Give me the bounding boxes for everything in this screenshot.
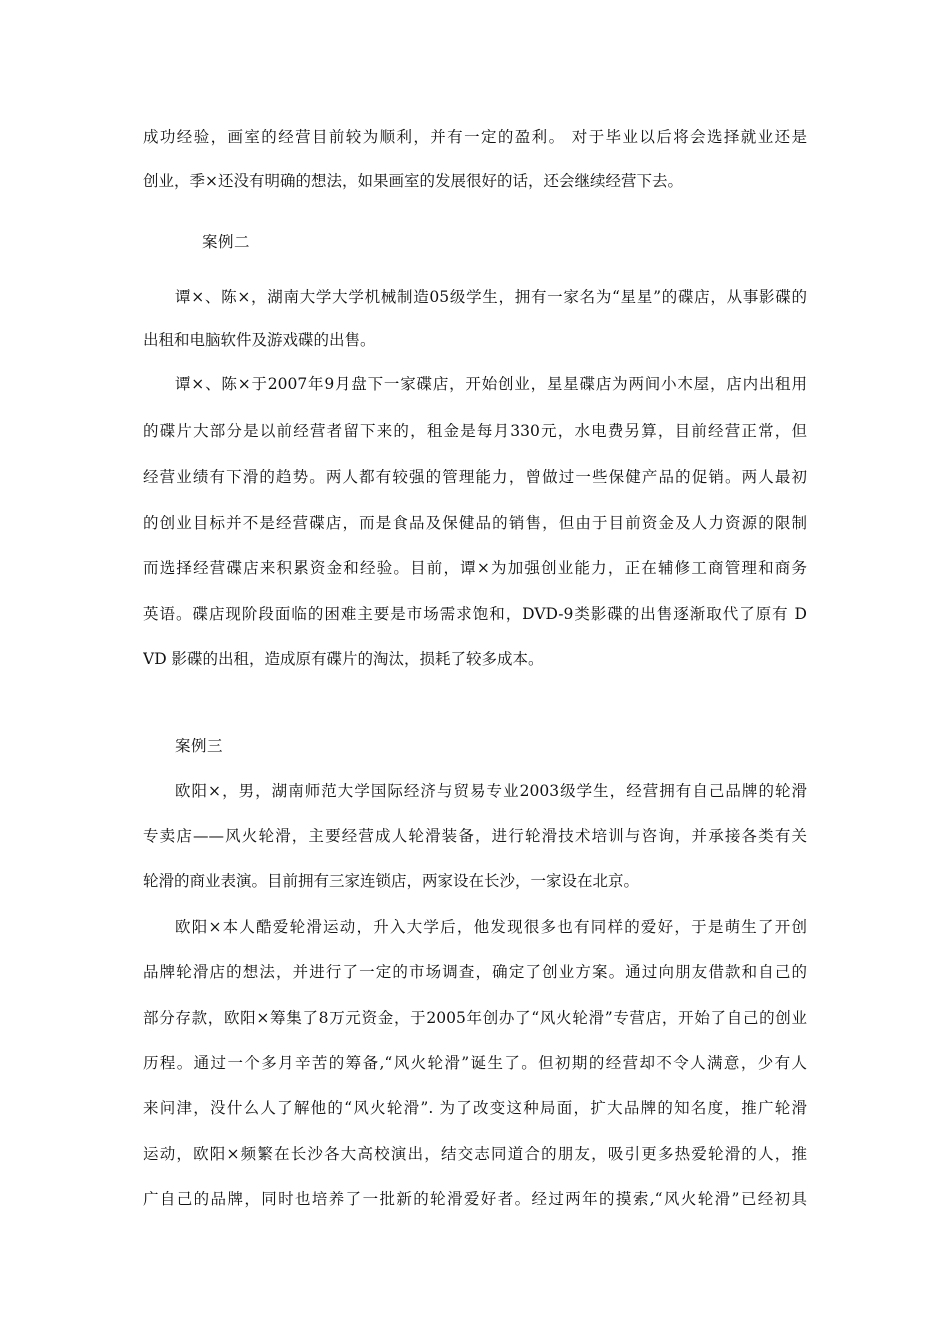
- case3-para2-line: 欧阳×本人酷爱轮滑运动，升入大学后，他发现很多也有同样的爱好，于是萌生了开创: [175, 918, 807, 936]
- case2-para2-line: 的碟片大部分是以前经营者留下来的，租金是每月330元，水电费另算，目前经营正常，但: [143, 422, 807, 440]
- case3-para2-line: 广自己的品牌，同时也培养了一批新的轮滑爱好者。经过两年的摸索,“风火轮滑”已经初具: [143, 1190, 807, 1208]
- case2-para2-line: 经营业绩有下滑的趋势。两人都有较强的管理能力，曾做过一些保健产品的促销。两人最初: [143, 468, 807, 486]
- intro-line-2: 创业，季×还没有明确的想法，如果画室的发展很好的话，还会继续经营下去。: [143, 172, 683, 190]
- case3-para2-line: 历程。通过一个多月辛苦的筹备,“风火轮滑”诞生了。但初期的经营却不令人满意，少有人: [143, 1054, 807, 1072]
- case2-para2-line: 谭×、陈×于2007年9月盘下一家碟店，开始创业，星星碟店为两间小木屋，店内出租用: [175, 375, 807, 393]
- case3-para2-line: 品牌轮滑店的想法，并进行了一定的市场调查，确定了创业方案。通过向朋友借款和自己的: [143, 963, 807, 981]
- case2-para2-line: 英语。碟店现阶段面临的困难主要是市场需求饱和，DVD-9类影碟的出售逐渐取代了原有 D: [143, 605, 807, 623]
- case2-para1-line: 出租和电脑软件及游戏碟的出售。: [143, 331, 376, 349]
- case3-para2-line: 来问津，没什么人了解他的“风火轮滑”. 为了改变这种局面，扩大品牌的知名度，推广轮滑: [143, 1099, 807, 1117]
- case3-para2-line: 运动，欧阳×频繁在长沙各大高校演出，结交志同道合的朋友，吸引更多热爱轮滑的人，推: [143, 1145, 807, 1163]
- case3-heading: 案例三: [175, 737, 224, 755]
- case3-para1-line: 专卖店——风火轮滑，主要经营成人轮滑装备，进行轮滑技术培训与咨询，并承接各类有关: [143, 827, 807, 845]
- case2-para2-line: 而选择经营碟店来积累资金和经验。目前，谭×为加强创业能力，正在辅修工商管理和商务: [143, 559, 807, 577]
- case2-heading: 案例二: [202, 233, 251, 251]
- case3-para1-line: 轮滑的商业表演。目前拥有三家连锁店，两家设在长沙，一家设在北京。: [143, 872, 640, 890]
- intro-line-1: 成功经验，画室的经营目前较为顺利，并有一定的盈利。 对于毕业以后将会选择就业还是: [143, 128, 807, 146]
- case3-para2-line: 部分存款，欧阳×筹集了8万元资金，于2005年创办了“风火轮滑”专营店，开始了自己的创业: [143, 1009, 807, 1027]
- case2-para2-line: VD 影碟的出租，造成原有碟片的淘汰，损耗了较多成本。: [143, 650, 544, 668]
- case3-para1-line: 欧阳×，男，湖南师范大学国际经济与贸易专业2003级学生，经营拥有自己品牌的轮滑: [175, 782, 807, 800]
- case2-para1-line: 谭×、陈×，湖南大学大学机械制造05级学生，拥有一家名为“星星”的碟店，从事影碟的: [175, 288, 807, 306]
- case2-para2-line: 的创业目标并不是经营碟店，而是食品及保健品的销售，但由于目前资金及人力资源的限制: [143, 514, 807, 532]
